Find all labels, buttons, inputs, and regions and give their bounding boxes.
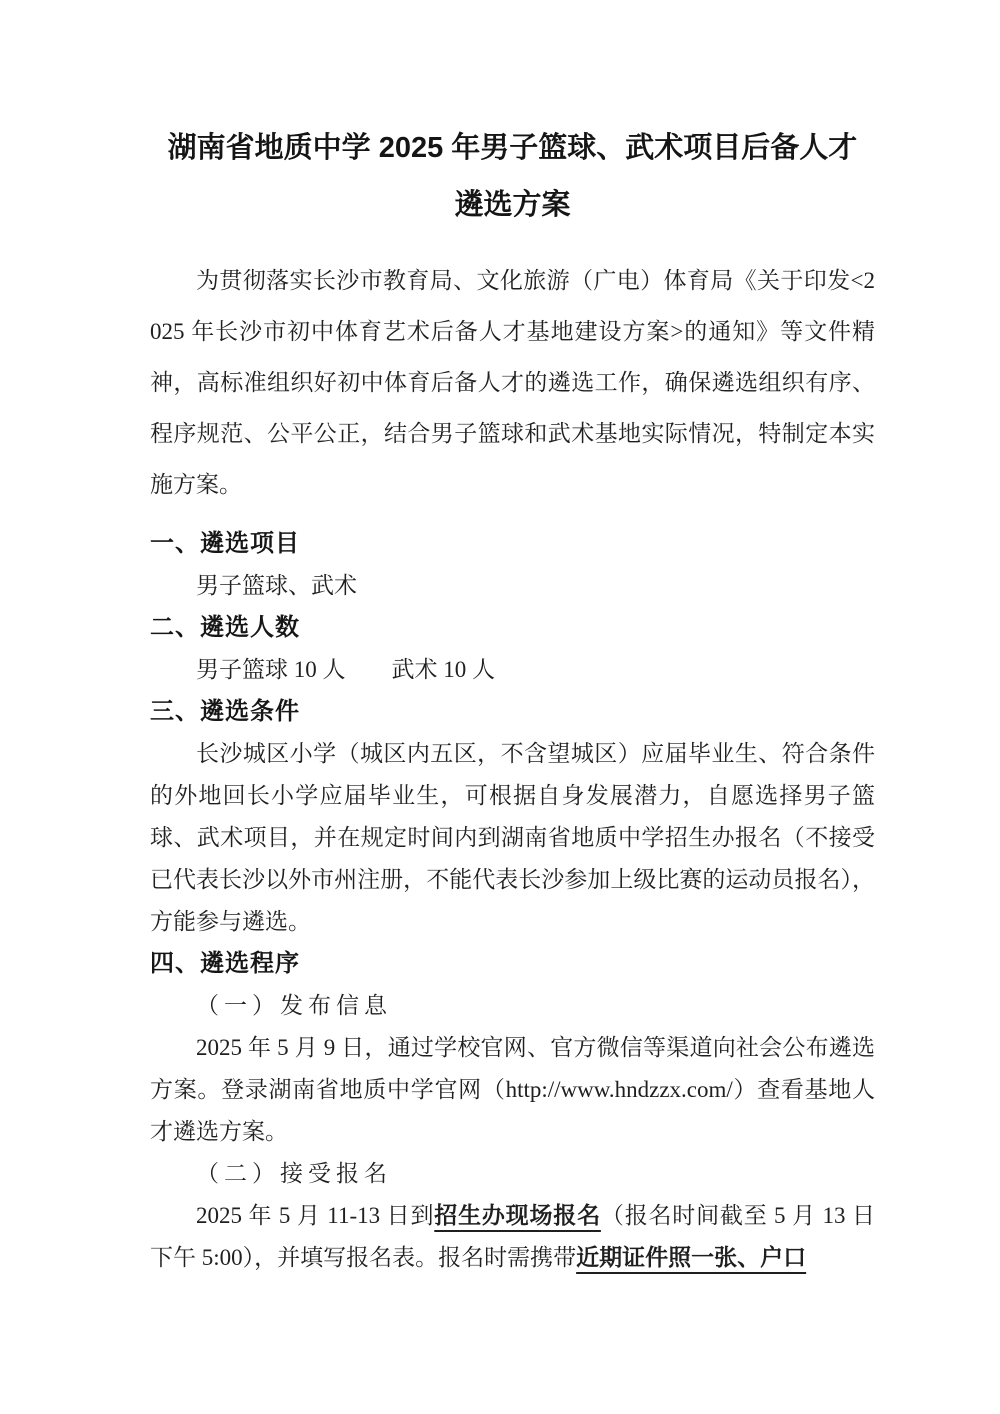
- section-1-heading: 一、遴选项目: [150, 530, 300, 557]
- section-4-heading: 四、遴选程序: [150, 950, 300, 977]
- section-3-heading: 三、遴选条件: [150, 698, 300, 725]
- registration-text-part-1: 2025 年 5 月 11-13 日到: [196, 1203, 435, 1228]
- intro-paragraph: 为贯彻落实长沙市教育局、文化旅游（广电）体育局《关于印发<2025 年长沙市初中体育艺术后备人才基地建设方案>的通知》等文件精神，高标准组织好初中体育后备人才的遴选工作，确保遴选组织有序、程序规范、公平公正，结合男子篮球和武术基地实际情况，特制定本实施方案。: [150, 268, 875, 497]
- document-title-line-1: 湖南省地质中学 2025 年男子篮球、武术项目后备人才: [167, 132, 858, 164]
- section-1-body: 男子篮球、武术: [196, 573, 357, 598]
- registration-materials-emphasis: 近期证件照一张、户口: [576, 1245, 807, 1270]
- registration-text-part-2: （报名时间截至 5 月 13 日下午 5:00），并填写报名表。报名时需携带: [150, 1203, 876, 1270]
- section-2-quota-basketball: 男子篮球 10 人: [196, 657, 346, 682]
- section-2-heading: 二、遴选人数: [150, 614, 300, 641]
- document-body: [150, 523, 875, 1279]
- section-4-sub-2-heading: （二）接受报名: [196, 1161, 392, 1186]
- section-4-sub-2-body: [150, 1195, 875, 1279]
- section-4-sub-1-heading: （一）发布信息: [196, 993, 392, 1018]
- section-3-body: 长沙城区小学（城区内五区，不含望城区）应届毕业生、符合条件的外地回长小学应届毕业生，可根据自身发展潜力，自愿选择男子篮球、武术项目，并在规定时间内到湖南省地质中学招生办报名（不接受已代表长沙以外市州注册，不能代表长沙参加上级比赛的运动员报名），方能参与遴选。: [150, 741, 875, 934]
- section-2-quota-wushu: 武术 10 人: [391, 657, 495, 682]
- section-2-body: [150, 649, 875, 691]
- section-4-sub-1-body: 2025 年 5 月 9 日，通过学校官网、官方微信等渠道向社会公布遴选方案。登录湖南省地质中学官网（http://www.hndzzx.com/）查看基地人才遴选方案。: [150, 1035, 875, 1144]
- registration-onsite-emphasis: 招生办现场报名: [434, 1203, 601, 1228]
- document-title-line-2: 遴选方案: [454, 189, 571, 221]
- document-title: [150, 120, 875, 234]
